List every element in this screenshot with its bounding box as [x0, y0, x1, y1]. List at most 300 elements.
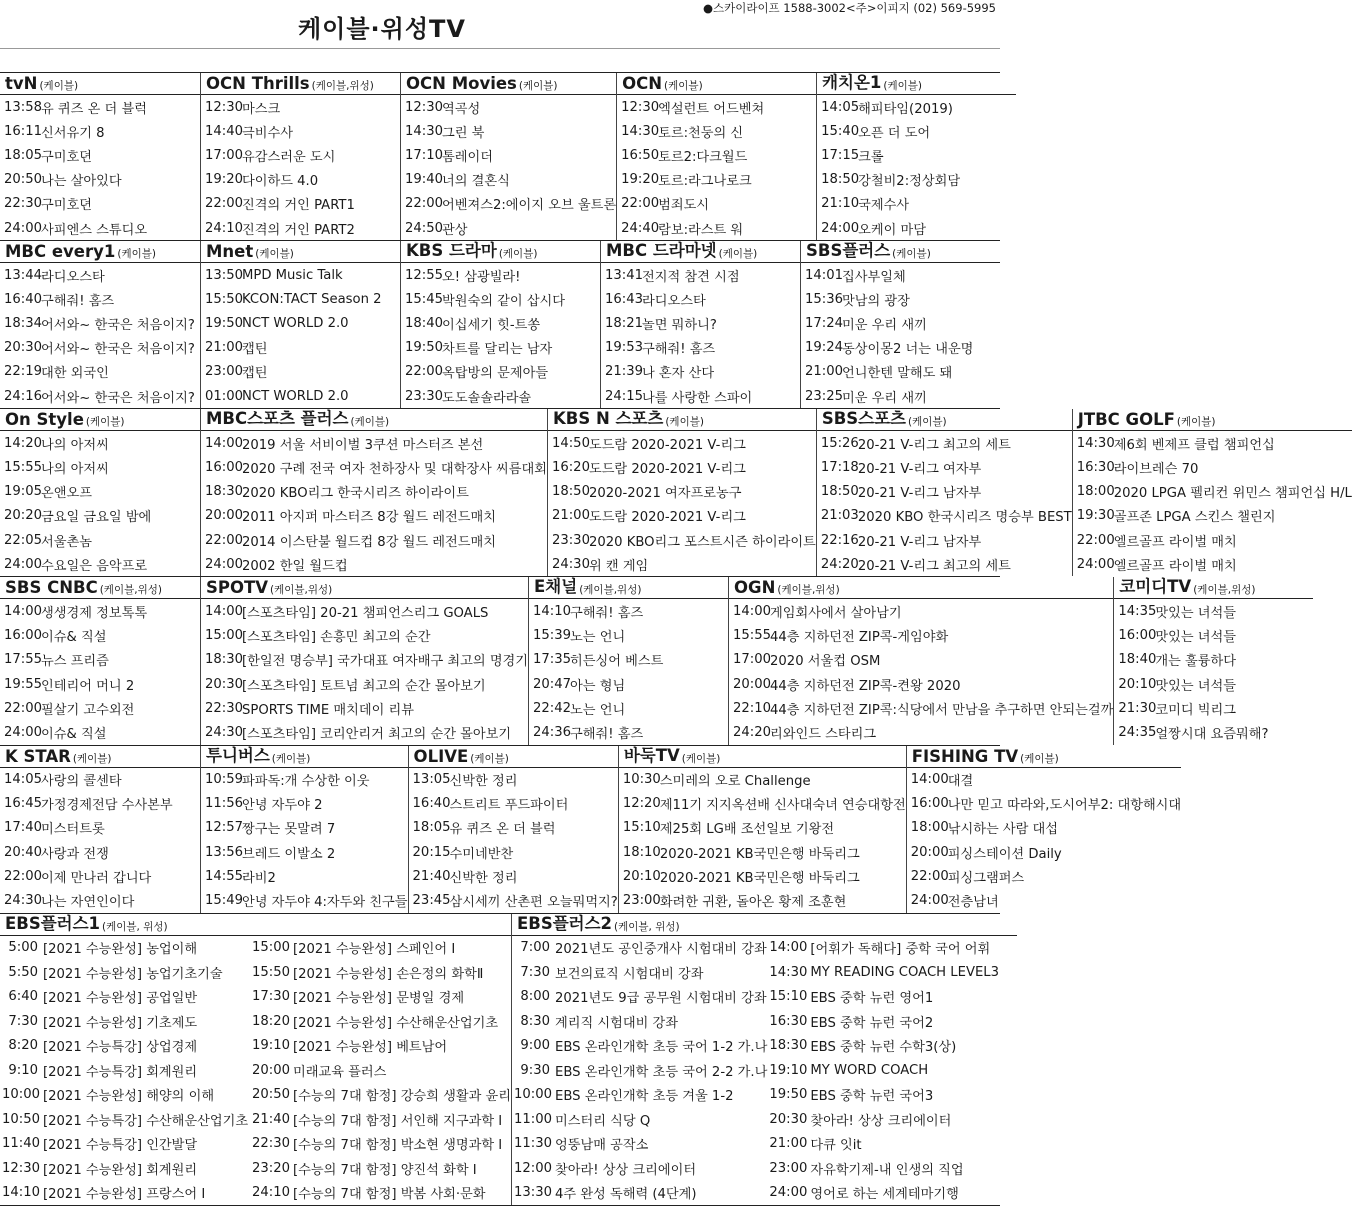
program-row — [817, 192, 1016, 216]
channel-column — [816, 73, 1016, 240]
program-time: 20:30 — [769, 1111, 808, 1127]
program-title: 나 혼자 산다 — [642, 366, 715, 382]
program-title: 그린 북 — [442, 125, 485, 141]
program-time: 15:36 — [805, 291, 844, 307]
program-title: 나의 아저씨 — [41, 437, 109, 453]
program-time: 18:50 — [820, 484, 859, 500]
program-title: 보건의료직 시험대비 강좌 — [555, 966, 704, 982]
program-row — [1114, 720, 1313, 744]
program-row — [0, 672, 200, 696]
channel-type: (케이블) — [350, 416, 390, 429]
program-title: 4주 완성 독해력 (4단계) — [555, 1187, 697, 1203]
program-time: 12:55 — [405, 267, 444, 283]
program-title: [수능의 7대 함정] 서인해 지구과학 I — [293, 1113, 503, 1129]
channel-name: OCN Movies — [406, 74, 517, 93]
program-time: 14:00 — [4, 603, 43, 619]
program-row — [619, 768, 906, 792]
program-row — [0, 1132, 250, 1157]
program-row — [201, 192, 400, 216]
program-row — [201, 336, 400, 360]
program-time: 19:40 — [405, 172, 444, 188]
program-time: 18:10 — [622, 844, 661, 860]
program-title: 안녕 자두야 2 — [242, 798, 323, 814]
program-row — [1073, 431, 1352, 455]
program-row — [201, 792, 408, 816]
program-title: 나의 아저씨 — [41, 462, 109, 478]
program-row — [601, 312, 800, 336]
program-title: 20-21 V-리그 최고의 세트 — [857, 437, 1011, 453]
program-title: 필살기 고수외전 — [41, 702, 135, 718]
channel-name: OCN — [622, 74, 663, 93]
program-title: 리와인드 스타리그 — [770, 726, 877, 742]
program-row — [601, 360, 800, 384]
program-time: 23:25 — [805, 388, 844, 404]
program-time: 17:18 — [820, 460, 859, 476]
program-row — [0, 864, 200, 888]
program-row — [401, 263, 600, 287]
program-time: 18:40 — [1118, 652, 1157, 668]
program-title: 서울촌놈 — [41, 534, 92, 550]
program-time: 24:00 — [4, 220, 43, 236]
program-title: [2021 수능완성] 프랑스어 I — [43, 1187, 206, 1203]
program-row — [0, 1009, 250, 1034]
program-row — [1114, 624, 1313, 648]
program-row — [767, 1107, 1017, 1132]
channel-name: EBS플러스1 — [5, 913, 101, 933]
program-time: 15:45 — [405, 291, 444, 307]
program-time: 14:20 — [4, 435, 43, 451]
channel-name: OLIVE — [413, 746, 469, 766]
channel-column — [0, 914, 511, 1206]
program-row — [409, 792, 618, 816]
program-time: 21:00 — [551, 508, 590, 524]
program-title: EBS 중학 뉴런 영어1 — [810, 991, 934, 1007]
ebs-columns — [512, 936, 1017, 1206]
program-title: 나는 자연인이다 — [41, 895, 135, 911]
program-row — [250, 1181, 511, 1206]
channel-column — [616, 73, 816, 240]
program-time: 7:30 — [8, 1013, 38, 1029]
program-time: 22:19 — [4, 364, 43, 380]
program-title: 역곡성 — [442, 101, 481, 117]
program-title: 인테리어 머니 2 — [41, 678, 135, 694]
program-row — [1114, 648, 1313, 672]
channel-name: SPOTV — [206, 578, 269, 598]
program-time: 24:35 — [1118, 724, 1157, 740]
program-row — [1073, 455, 1352, 479]
program-time: 20:40 — [4, 844, 43, 860]
program-time: 13:30 — [514, 1185, 553, 1201]
program-row — [0, 792, 200, 816]
channel-type: (케이블) — [85, 416, 125, 429]
program-title: 범죄도시 — [658, 198, 710, 214]
program-time: 14:00 — [910, 772, 949, 788]
program-time: 16:43 — [605, 291, 644, 307]
ebs-list — [250, 936, 511, 1206]
program-title: 도드람 2020-2021 V-리그 — [588, 462, 746, 478]
program-time: 14:10 — [533, 603, 572, 619]
program-time: 24:00 — [910, 893, 949, 909]
channel-column — [0, 577, 200, 744]
channel-header — [1073, 409, 1352, 431]
program-row — [548, 455, 816, 479]
channel-type: (케이블) — [470, 752, 509, 765]
channel-type: (케이블) — [718, 248, 758, 261]
program-title: 수요일은 음악프로 — [41, 558, 148, 574]
program-title: 맛있는 녀석들 — [1155, 678, 1236, 694]
program-title: 전층남녀 — [947, 895, 999, 911]
program-row — [201, 864, 408, 888]
program-title: 개는 훌륭하다 — [1155, 654, 1236, 670]
channel-type: (케이블) — [255, 248, 294, 261]
program-row — [201, 840, 408, 864]
program-row — [907, 888, 1181, 912]
channel-column — [547, 409, 816, 576]
program-row — [907, 816, 1181, 840]
channel-type: (케이블,위성) — [777, 584, 840, 597]
program-title: 이십세기 힛-트쏭 — [442, 318, 541, 334]
program-time: 19:55 — [4, 676, 43, 692]
program-row — [817, 480, 1072, 504]
program-row — [250, 1107, 511, 1132]
program-row — [250, 1132, 511, 1157]
program-title: 캡틴 — [242, 342, 268, 358]
program-time: 01:00 — [205, 388, 244, 404]
program-row — [767, 1181, 1017, 1206]
channel-type: (케이블) — [664, 80, 703, 92]
channel-type: (케이블) — [883, 80, 923, 92]
channel-column — [200, 73, 400, 240]
program-time: 24:50 — [405, 220, 444, 236]
program-row — [529, 648, 728, 672]
program-time: 19:50 — [769, 1087, 808, 1103]
page-title: 케이블·위성TV — [298, 15, 466, 43]
ebs-list — [767, 936, 1017, 1206]
program-row — [201, 480, 547, 504]
program-time: 20:10 — [622, 868, 661, 884]
program-title: 나를 사랑한 스파이 — [642, 390, 753, 406]
program-row — [201, 143, 400, 167]
program-row — [767, 1083, 1017, 1108]
program-title: 국제수사 — [858, 198, 910, 214]
program-title: 찾아라! 상상 크리에이터 — [555, 1162, 697, 1178]
program-title: 톰레이더 — [442, 149, 493, 165]
program-time: 16:30 — [1076, 460, 1115, 476]
program-title: 안녕 자두야 4:자두와 친구들 — [242, 895, 408, 911]
channel-header — [617, 73, 816, 95]
program-time: 15:55 — [4, 460, 43, 476]
program-title: 토르2:다크월드 — [658, 149, 748, 165]
program-row — [529, 672, 728, 696]
channel-block — [0, 409, 1352, 577]
program-time: 14:50 — [551, 435, 590, 451]
program-time: 16:00 — [205, 460, 244, 476]
program-time: 16:20 — [551, 460, 590, 476]
program-row — [201, 816, 408, 840]
program-time: 24:00 — [4, 724, 43, 740]
program-title: 유감스러운 도시 — [242, 149, 336, 165]
program-time: 16:00 — [910, 796, 949, 812]
program-row — [1114, 672, 1313, 696]
program-row — [201, 431, 547, 455]
program-time: 12:30 — [205, 99, 244, 115]
program-time: 23:30 — [551, 532, 590, 548]
program-time: 18:50 — [821, 172, 860, 188]
program-row — [907, 792, 1181, 816]
program-title: [2021 수능완성] 농업이해 — [43, 942, 198, 958]
channel-column — [400, 241, 600, 408]
program-title: 도도솔솔라라솔 — [442, 390, 532, 406]
program-time: 9:30 — [520, 1062, 550, 1078]
program-time: 22:30 — [252, 1136, 291, 1152]
program-time: 24:16 — [4, 388, 43, 404]
program-time: 14:05 — [4, 772, 43, 788]
program-row — [512, 1156, 767, 1181]
program-time: 15:49 — [205, 893, 244, 909]
program-title: 마스크 — [242, 101, 281, 117]
program-row — [201, 599, 528, 623]
program-time: 24:00 — [1076, 556, 1115, 572]
channel-header — [201, 241, 400, 263]
program-row — [617, 143, 816, 167]
program-row — [617, 95, 816, 119]
ebs-columns — [0, 936, 511, 1206]
program-row — [201, 768, 408, 792]
channel-type: (케이블) — [665, 416, 704, 429]
program-row — [548, 504, 816, 528]
program-row — [0, 95, 200, 119]
program-time: 23:30 — [405, 388, 444, 404]
program-title: [2021 수능완성] 해양의 이해 — [43, 1089, 215, 1105]
program-row — [201, 119, 400, 143]
channel-name: tvN — [5, 74, 38, 93]
channel-type: (케이블) — [117, 248, 156, 261]
program-row — [767, 960, 1017, 985]
channel-header — [201, 746, 408, 768]
channel-type: (케이블,위성) — [1193, 584, 1256, 597]
channel-name: Mnet — [206, 242, 254, 262]
program-time: 20:47 — [533, 676, 572, 692]
program-row — [201, 95, 400, 119]
program-title: 2020 KBO리그 한국시리즈 하이라이트 — [242, 486, 469, 502]
program-title: EBS 중학 뉴런 국어3 — [810, 1089, 934, 1105]
program-title: 구해줘! 홈즈 — [642, 342, 716, 358]
program-title: 차트를 달리는 남자 — [442, 342, 553, 358]
program-title: [2021 수능특강] 상업경제 — [43, 1040, 198, 1056]
program-title: 미운 우리 새끼 — [842, 318, 927, 334]
program-time: 24:40 — [621, 220, 660, 236]
program-title: 대결 — [947, 774, 974, 790]
program-time: 10:00 — [2, 1087, 41, 1103]
program-time: 17:35 — [533, 652, 572, 668]
program-row — [0, 360, 200, 384]
page-header — [0, 0, 1000, 48]
program-title: 화려한 귀환, 돌아온 황제 조훈현 — [659, 895, 847, 911]
channel-column — [0, 746, 200, 913]
program-row — [201, 696, 528, 720]
program-row — [401, 360, 600, 384]
program-title: 영어로 하는 세계테마기행 — [810, 1187, 959, 1203]
program-time: 15:10 — [769, 989, 808, 1005]
program-time: 21:00 — [205, 340, 244, 356]
program-time: 22:30 — [4, 196, 43, 212]
channel-header — [601, 241, 800, 263]
program-title: 언니한텐 말해도 돼 — [842, 366, 953, 382]
channel-type: (케이블,위성) — [270, 584, 333, 597]
program-time: 16:40 — [4, 291, 43, 307]
program-title: 어서와~ 한국은 처음이지? — [41, 342, 195, 358]
program-time: 11:40 — [2, 1136, 41, 1152]
program-time: 12:30 — [2, 1160, 41, 1176]
program-time: 9:10 — [8, 1062, 38, 1078]
program-row — [0, 1058, 250, 1083]
program-time: 14:00 — [205, 603, 244, 619]
program-title: 나는 살아있다 — [41, 174, 122, 190]
program-title: 어벤져스2:에이지 오브 울트론 — [442, 198, 617, 214]
program-title: 2020 LPGA 펠리컨 위민스 챔피언십 H/L — [1113, 486, 1352, 502]
program-row — [409, 768, 618, 792]
program-row — [729, 696, 1113, 720]
program-row — [617, 192, 816, 216]
channel-name: MBC스포츠 플러스 — [206, 409, 349, 429]
program-title: MY READING COACH LEVEL3 — [810, 964, 1000, 980]
program-time: 24:00 — [821, 220, 860, 236]
program-title: 맛있는 녀석들 — [1155, 630, 1236, 646]
program-row — [201, 216, 400, 240]
program-title: 다큐 잇it — [810, 1138, 862, 1154]
program-time: 5:50 — [8, 964, 38, 980]
channel-name: OGN — [734, 578, 776, 598]
sponsor-info: ●스카이라이프 1588-3002<주>이피지 (02) 569-5995 — [702, 1, 996, 15]
program-time: 8:30 — [520, 1013, 550, 1029]
channel-type: (케이블,위성) — [311, 80, 374, 92]
program-title: 어서와~ 한국은 처음이지? — [41, 390, 195, 406]
program-time: 13:05 — [412, 772, 451, 788]
program-title: 맛있는 녀석들 — [1155, 605, 1236, 621]
program-title: 44층 지하던전 ZIP콕-게임야화 — [770, 630, 949, 646]
program-title: 삼시세끼 산촌편 오늘뭐먹지? — [449, 895, 618, 911]
channel-header — [0, 73, 200, 95]
program-row — [548, 528, 816, 552]
program-row — [801, 312, 1000, 336]
program-title: 게임회사에서 살아남기 — [770, 605, 902, 621]
program-row — [0, 168, 200, 192]
program-title: 유 퀴즈 온 더 블럭 — [41, 101, 147, 117]
program-title: 스미레의 오로 Challenge — [659, 774, 811, 790]
channel-column — [0, 73, 200, 240]
program-time: 15:10 — [622, 820, 661, 836]
program-title: 금요일 금요일 밤에 — [41, 510, 152, 526]
program-title: 2020 구례 전국 여자 천하장사 및 대학장사 씨름대회 — [242, 462, 547, 478]
program-row — [601, 336, 800, 360]
program-time: 22:00 — [910, 868, 949, 884]
program-row — [250, 1058, 511, 1083]
program-row — [250, 1009, 511, 1034]
program-time: 7:00 — [520, 940, 550, 956]
program-time: 16:30 — [769, 1013, 808, 1029]
channel-column — [400, 73, 616, 240]
program-row — [767, 985, 1017, 1010]
program-row — [1073, 552, 1352, 576]
channel-header — [619, 746, 906, 768]
program-time: 23:20 — [252, 1160, 291, 1176]
program-row — [512, 1107, 767, 1132]
program-time: 15:50 — [252, 964, 291, 980]
program-row — [512, 985, 767, 1010]
program-time: 9:00 — [520, 1038, 550, 1054]
program-row — [201, 888, 408, 912]
program-row — [0, 216, 200, 240]
channel-column — [1072, 409, 1352, 576]
program-row — [617, 168, 816, 192]
channel-name: MBC 드라마넷 — [606, 241, 717, 261]
program-time: 13:41 — [605, 267, 644, 283]
program-row — [907, 840, 1181, 864]
program-row — [617, 119, 816, 143]
program-title: [스포츠타임] 손흥민 최고의 순간 — [242, 630, 431, 646]
program-row — [0, 816, 200, 840]
program-title: 도드람 2020-2021 V-리그 — [588, 437, 746, 453]
program-row — [817, 143, 1016, 167]
program-title: 너의 결혼식 — [442, 174, 510, 190]
channel-column — [200, 746, 408, 913]
program-time: 19:10 — [769, 1062, 808, 1078]
program-title: 나만 믿고 따라와,도시어부2: 대항해시대 — [947, 798, 1182, 814]
program-title: 강철비2:정상회담 — [858, 174, 961, 190]
program-time: 22:00 — [205, 196, 244, 212]
program-row — [0, 599, 200, 623]
channel-type: (케이블,위성) — [99, 584, 162, 597]
program-row — [201, 455, 547, 479]
program-time: 19:20 — [205, 172, 244, 188]
program-title: 토르:천둥의 신 — [658, 125, 744, 141]
program-title: EBS 온라인개학 초등 겨울 1-2 — [555, 1089, 734, 1105]
program-title: [2021 수능완성] 농업기초기술 — [43, 966, 223, 982]
program-title: [스포츠타임] 토트넘 최고의 순간 몰아보기 — [242, 678, 486, 694]
program-row — [529, 696, 728, 720]
program-time: 14:01 — [805, 267, 844, 283]
program-time: 19:30 — [1076, 508, 1115, 524]
program-row — [767, 1156, 1017, 1181]
program-title: 구해줘! 홈즈 — [41, 293, 115, 309]
program-time: 18:30 — [205, 652, 244, 668]
program-row — [907, 768, 1181, 792]
channel-name: 캐치온1 — [822, 73, 882, 92]
program-time: 19:20 — [621, 172, 660, 188]
program-time: 13:56 — [205, 844, 244, 860]
channel-header — [201, 409, 547, 431]
channel-column — [0, 409, 200, 576]
program-time: 6:40 — [8, 989, 38, 1005]
program-title: 피싱스테이션 Daily — [947, 846, 1062, 862]
program-row — [512, 1009, 767, 1034]
program-title: 사랑의 콜센타 — [41, 774, 122, 790]
program-time: 18:50 — [551, 484, 590, 500]
program-time: 17:30 — [252, 989, 291, 1005]
program-title: 20-21 V-리그 남자부 — [857, 534, 982, 550]
channel-header — [529, 577, 728, 599]
program-row — [0, 504, 200, 528]
program-title: 놀면 뭐하니? — [642, 318, 717, 334]
program-time: 17:55 — [4, 652, 43, 668]
channel-name: EBS플러스2 — [517, 913, 613, 933]
program-row — [401, 143, 616, 167]
ebs-list — [0, 936, 250, 1206]
program-row — [619, 816, 906, 840]
program-time: 17:00 — [205, 147, 244, 163]
program-time: 8:00 — [520, 989, 550, 1005]
program-time: 16:45 — [4, 796, 43, 812]
